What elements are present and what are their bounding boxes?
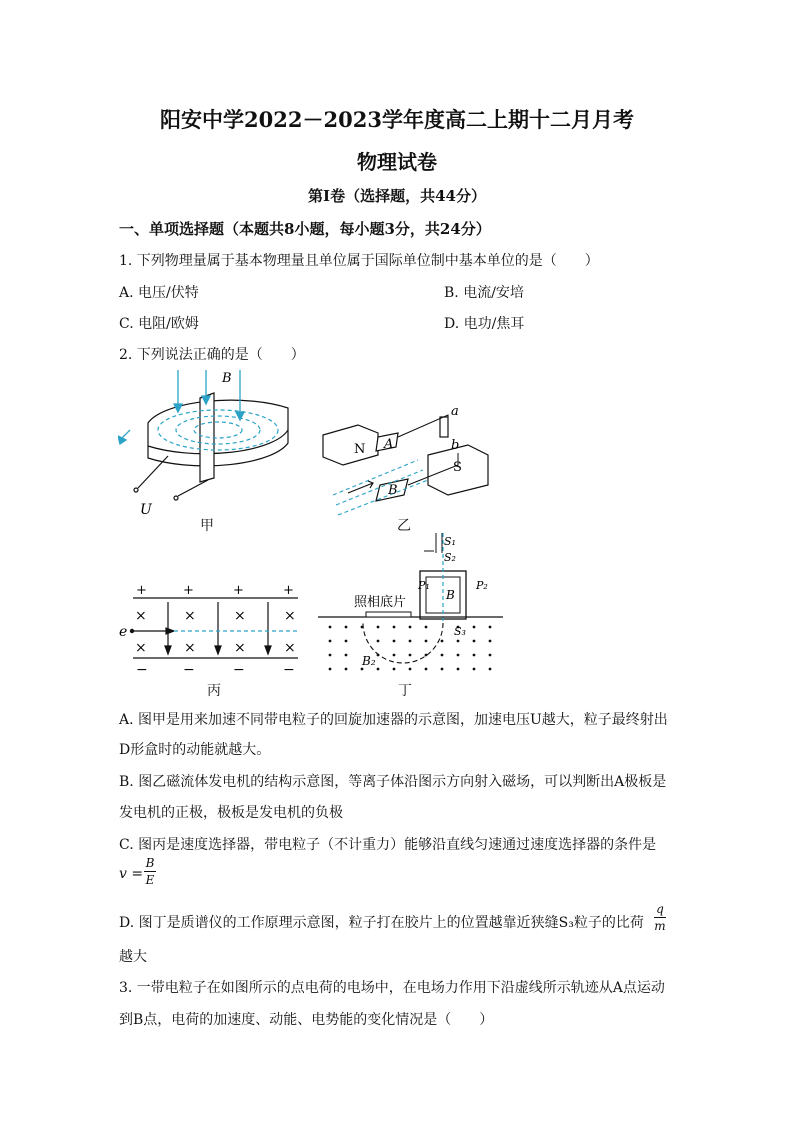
svg-text:×: × (284, 608, 296, 624)
label-A: A (384, 437, 394, 452)
svg-text:×: × (184, 608, 196, 624)
figure-velocity-selector (118, 580, 308, 680)
label-P1: P₁ (418, 579, 430, 592)
caption-ding: 丁 (398, 683, 412, 699)
fraction-numerator: B (145, 856, 155, 870)
svg-text:+: + (283, 583, 294, 598)
q2-option-b-line1: B. 图乙磁流体发电机的结构示意图，等离子体沿图示方向射入磁场，可以判断出A极板是 (119, 774, 667, 790)
svg-text:+: + (136, 583, 147, 598)
label-S2: S₂ (444, 551, 456, 564)
field-dots (329, 626, 492, 671)
q3-stem-line1: 3. 一带电粒子在如图所示的点电荷的电场中，在电场力作用下沿虚线所示轨迹从A点运动 (119, 980, 665, 996)
label-B: B (222, 371, 232, 386)
label-U: U (140, 502, 152, 518)
cross-marks (135, 608, 296, 656)
exam-part: 第I卷（选择题，共44分） (308, 187, 486, 205)
svg-text:×: × (284, 640, 296, 656)
label-B-plate: B (388, 483, 398, 498)
fraction-denominator: m (654, 919, 666, 933)
section-heading: 一、单项选择题（本题共8小题，每小题3分，共24分） (119, 220, 491, 238)
q2-option-c-lhs: v = (119, 866, 144, 882)
q1-option-c: C. 电阻/欧姆 (119, 316, 199, 332)
q2-option-c-fraction (144, 856, 156, 887)
figure-mhd-generator (318, 405, 498, 520)
svg-text:+: + (183, 583, 194, 598)
label-a: a (451, 405, 459, 419)
q1-option-a: A. 电压/伏特 (119, 285, 199, 301)
label-b: b (451, 438, 460, 453)
label-S: S (453, 460, 462, 475)
label-B-ding: B (446, 588, 455, 602)
q2-option-c-line1: C. 图丙是速度选择器，带电粒子（不计重力）能够沿直线匀速通过速度选择器的条件是 (119, 837, 657, 853)
plus-signs (136, 583, 294, 598)
fraction-denominator: E (145, 873, 155, 887)
svg-text:×: × (135, 640, 147, 656)
svg-text:−: − (233, 662, 245, 678)
caption-bing: 丙 (207, 683, 221, 699)
fraction-numerator: q (656, 902, 664, 916)
q2-option-a-line2: D形盒时的动能就越大。 (119, 742, 271, 758)
label-film: 照相底片 (354, 595, 407, 610)
q1-option-d: D. 电功/焦耳 (444, 316, 525, 332)
q2-option-b-line2: 发电机的正极，极板是发电机的负极 (119, 805, 343, 821)
q2-option-d-line2: 越大 (119, 949, 147, 965)
q2-option-d-line1: D. 图丁是质谱仪的工作原理示意图，粒子打在胶片上的位置越靠近狭缝S₃粒子的比荷 (119, 915, 644, 931)
caption-jia: 甲 (200, 518, 214, 534)
label-S3: S₃ (454, 625, 466, 638)
svg-text:×: × (135, 608, 147, 624)
label-N: N (354, 442, 366, 457)
label-B2: B₂ (362, 654, 376, 668)
q2-option-a-line1: A. 图甲是用来加速不同带电粒子的回旋加速器的示意图，加速电压U越大，粒子最终射出 (119, 712, 668, 728)
figure-cyclotron (118, 368, 308, 518)
svg-text:+: + (233, 583, 244, 598)
q1-option-b: B. 电流/安培 (444, 285, 524, 301)
svg-text:×: × (234, 608, 246, 624)
caption-yi: 乙 (397, 518, 411, 534)
figure-mass-spectrometer (318, 533, 503, 683)
svg-text:−: − (283, 662, 295, 678)
svg-text:−: − (136, 662, 148, 678)
label-P2: P₂ (476, 579, 488, 592)
label-e: e (119, 624, 128, 640)
q2-option-d-fraction (654, 902, 666, 933)
svg-text:×: × (184, 640, 196, 656)
q2-stem: 2. 下列说法正确的是（ ） (119, 347, 305, 363)
q3-stem-line2: 到B点，电荷的加速度、动能、电势能的变化情况是（ ） (119, 1012, 494, 1028)
minus-signs (136, 662, 295, 678)
label-S1: S₁ (444, 535, 456, 548)
exam-title: 阳安中学2022－2023学年度高二上期十二月月考 (160, 107, 634, 132)
exam-subject: 物理试卷 (357, 150, 437, 174)
q1-stem: 1. 下列物理量属于基本物理量且单位属于国际单位制中基本单位的是（ ） (119, 253, 599, 269)
svg-text:−: − (183, 662, 195, 678)
svg-text:×: × (234, 640, 246, 656)
